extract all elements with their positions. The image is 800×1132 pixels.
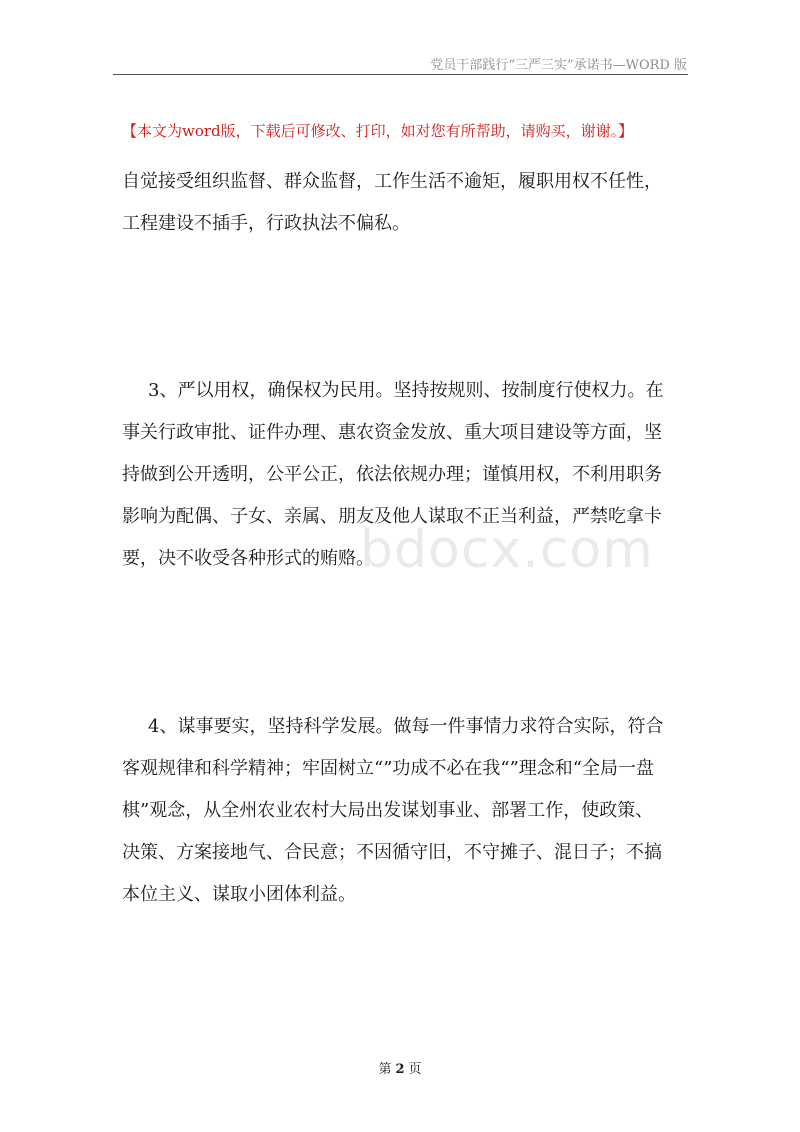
paragraph-line: 本位主义、谋取小团体利益。 <box>122 884 356 905</box>
paragraph-line: 事关行政审批、证件办理、惠农资金发放、重大项目建设等方面，坚 <box>122 422 662 443</box>
page-number: 2 <box>395 1062 405 1077</box>
paragraph-line: 棋”观念，从全州农业农村大局出发谋划事业、部署工作，使政策、 <box>122 800 654 821</box>
paragraph-3 <box>122 706 702 916</box>
paragraph-line: 3、严以用权，确保权为民用。坚持按规则、按制度行使权力。在 <box>148 380 664 401</box>
paragraph-line: 自觉接受组织监督、群众监督，工作生活不逾矩，履职用权不任性， <box>122 171 662 192</box>
paragraph-line: 4、谋事要实，坚持科学发展。做每一件事情力求符合实际，符合 <box>148 716 664 737</box>
download-notice: 【本文为word版，下载后可修改、打印，如对您有所帮助，请购买，谢谢。】 <box>122 122 634 140</box>
paragraph-line: 要，决不收受各种形式的贿赂。 <box>122 548 374 569</box>
paragraph-line: 决策、方案接地气、合民意；不因循守旧，不守摊子、混日子；不搞 <box>122 842 662 863</box>
paragraph-line: 工程建设不插手，行政执法不偏私。 <box>122 213 410 234</box>
paragraph-line: 持做到公开透明，公平公正，依法依规办理；谨慎用权，不利用职务 <box>122 464 662 485</box>
paragraph-line: 客观规律和科学精神；牢固树立“”功成不必在我“”理念和“全局一盘 <box>122 758 655 779</box>
page-footer <box>0 1058 800 1077</box>
page-number-prefix: 第 <box>378 1062 392 1077</box>
paragraph-line: 影响为配偶、子女、亲属、朋友及他人谋取不正当利益，严禁吃拿卡 <box>122 506 662 527</box>
watermark: bdocx.com <box>360 520 654 580</box>
page-header-title: 党员干部践行“三严三实”承诺书—WORD 版 <box>430 58 687 73</box>
page-number-suffix: 页 <box>408 1062 422 1077</box>
header-divider <box>113 74 688 75</box>
paragraph-1 <box>122 161 702 245</box>
